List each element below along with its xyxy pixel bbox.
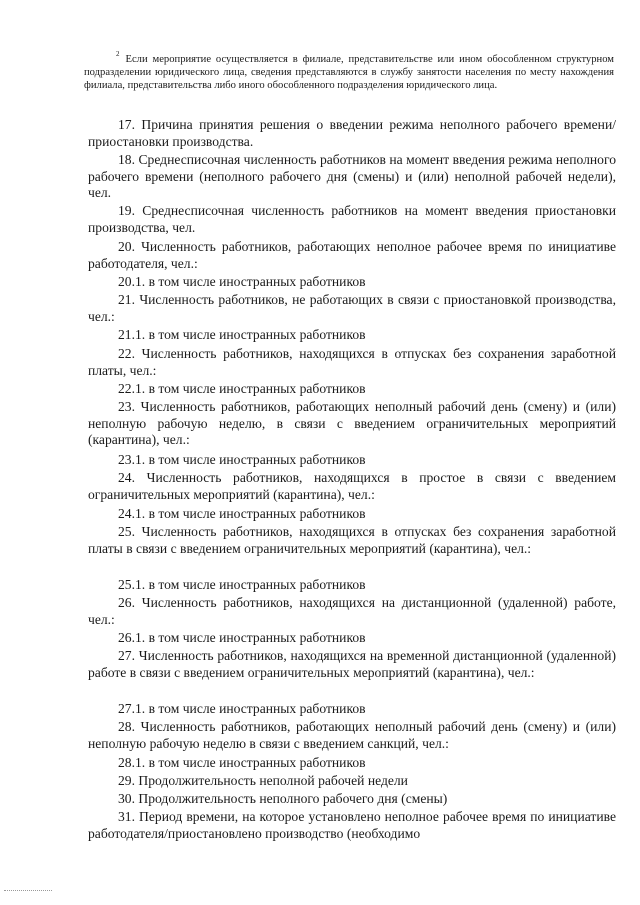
item-26-1: 26.1. в том числе иностранных работников: [118, 630, 366, 645]
item-18: 18. Среднесписочная численность работников на момент введения режима неполного рабочего времени (неполного рабочего дня (смены) и (или) неполной рабочей недели), чел.: [88, 152, 616, 201]
item-29: 29. Продолжительность неполной рабочей недели: [118, 773, 408, 788]
item-24: 24. Численность работников, находящихся в простое в связи с введением ограничительных мероприятий (карантина), чел.:: [88, 470, 616, 502]
item-27-1: 27.1. в том числе иностранных работников: [118, 701, 366, 716]
item-21: 21. Численность работников, не работающих в связи с приостановкой производства, чел.:: [88, 292, 616, 324]
item-17: 17. Причина принятия решения о введении режима неполного рабочего времени/приостановки производства.: [88, 117, 616, 149]
item-22: 22. Численность работников, находящихся в отпусках без сохранения заработной платы, чел.:: [88, 346, 616, 378]
item-19: 19. Среднесписочная численность работников на момент введения приостановки производства, чел.: [88, 203, 617, 235]
item-20-1: 20.1. в том числе иностранных работников: [118, 274, 366, 289]
item-21-1: 21.1. в том числе иностранных работников: [118, 327, 366, 342]
item-25-1: 25.1. в том числе иностранных работников: [118, 577, 366, 592]
item-23-1: 23.1. в том числе иностранных работников: [118, 452, 366, 467]
footnote-marker: 2: [116, 50, 120, 58]
item-25: 25. Численность работников, находящихся в отпусках без сохранения заработной платы в связи с введением ограничительных мероприятий (карантина), чел.:: [88, 524, 616, 556]
item-26: 26. Численность работников, находящихся на дистанционной (удаленной) работе, чел.:: [88, 595, 617, 627]
item-30: 30. Продолжительность неполного рабочего дня (смены): [118, 791, 448, 806]
item-24-1: 24.1. в том числе иностранных работников: [118, 506, 366, 521]
item-28: 28. Численность работников, работающих неполный рабочий день (смену) и (или) неполную рабочую неделю в связи с введением санкций, чел.:: [88, 719, 616, 751]
bottom-dotted-mark: [4, 890, 52, 891]
item-31: 31. Период времени, на которое установлено неполное рабочее время по инициативе работодателя/приостановлено производство (необходимо: [88, 809, 616, 841]
footnote: [84, 48, 614, 93]
item-23: 23. Численность работников, работающих неполный рабочий день (смену) и (или) неполную рабочую неделю, в связи с введением ограничительных мероприятий (карантина), чел.:: [88, 399, 616, 448]
footnote-text: Если мероприятие осуществляется в филиале, представительстве или ином обособленном структурном подразделении юридического лица, сведения представляются в службу занятости населения по месту нахождения филиала, представительства либо иного обособленного подразделения юридического лица.: [84, 54, 614, 92]
item-22-1: 22.1. в том числе иностранных работников: [118, 381, 366, 396]
item-27: 27. Численность работников, находящихся на временной дистанционной (удаленной) работе в связи с введением ограничительных мероприятий (карантина), чел.:: [88, 648, 616, 680]
item-20: 20. Численность работников, работающих неполное рабочее время по инициативе работодателя, чел.:: [88, 239, 617, 271]
item-28-1: 28.1. в том числе иностранных работников: [118, 755, 366, 770]
